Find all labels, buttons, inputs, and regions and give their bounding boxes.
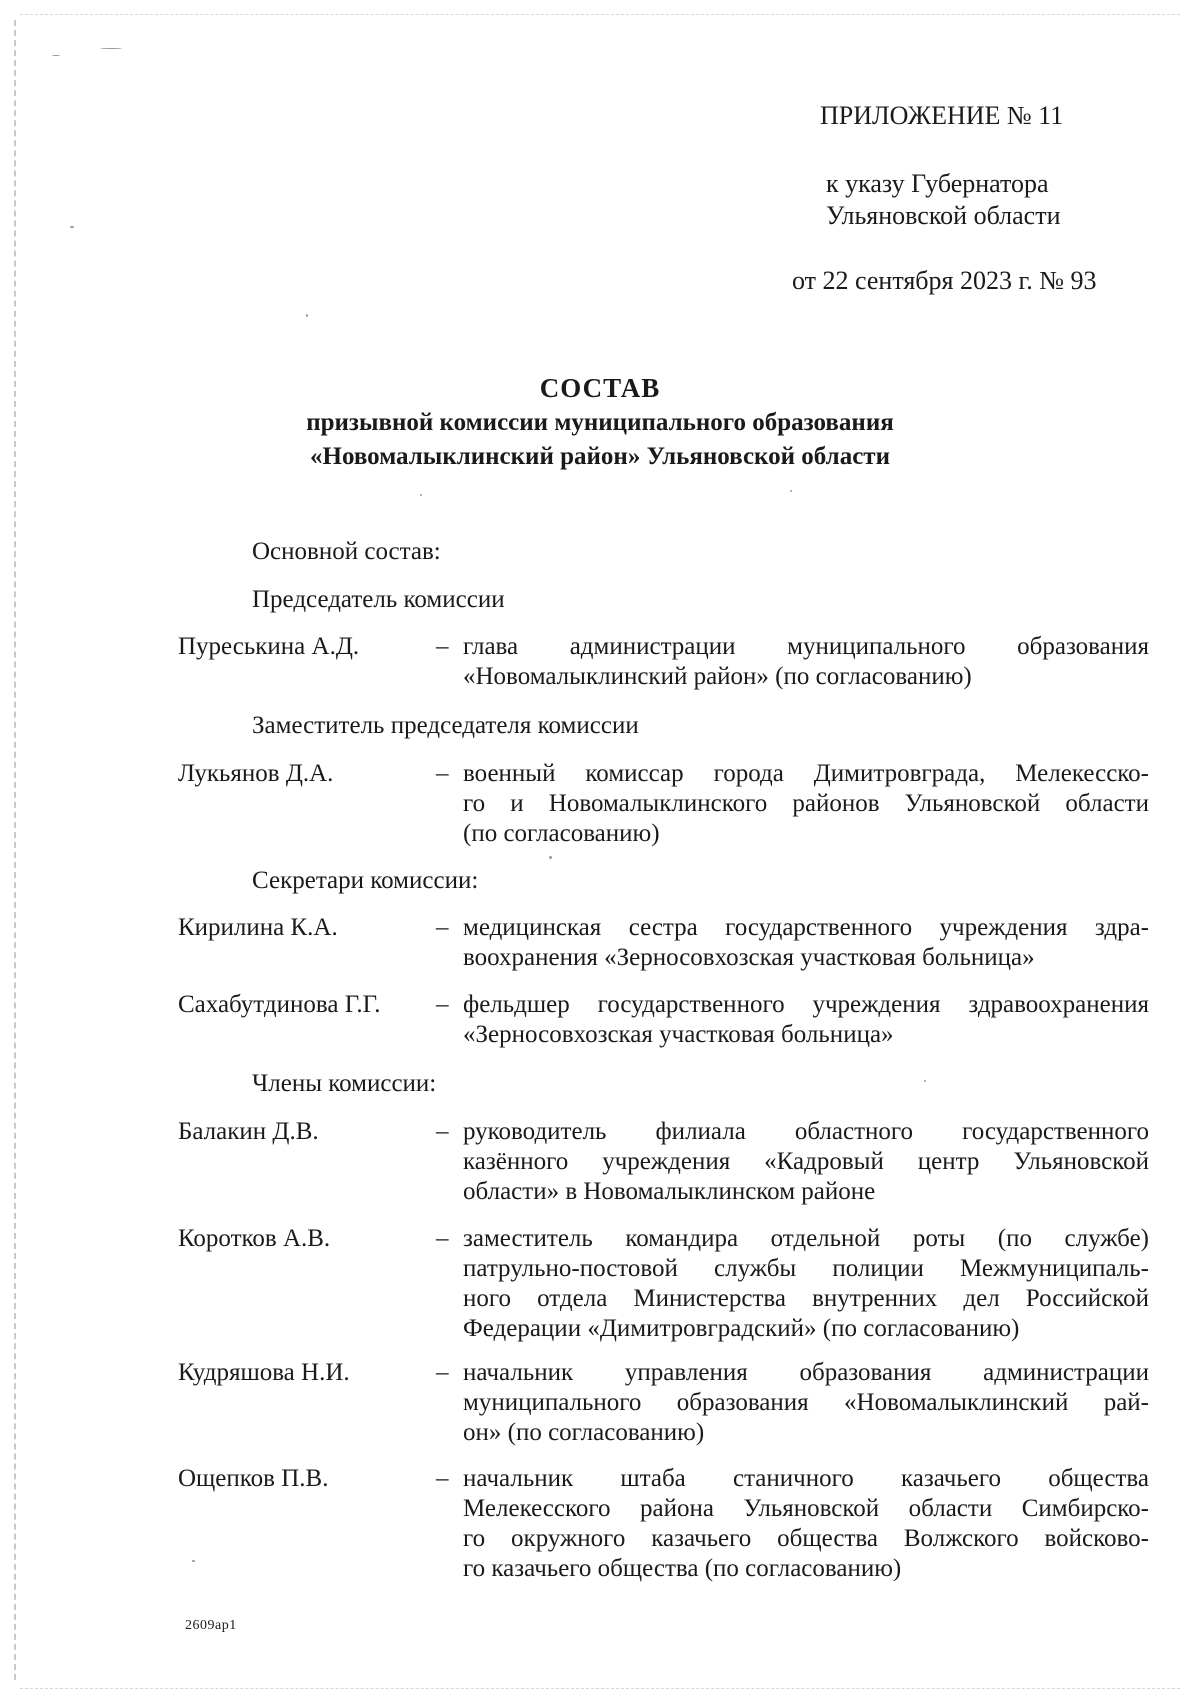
member-dash: – — [436, 1118, 449, 1145]
member-position — [463, 1224, 1149, 1344]
position-line: патрульно-постовой службы полиции Межмуниципаль- — [463, 1255, 1149, 1282]
member-dash: – — [436, 1359, 449, 1386]
position-line: фельдшер государственного учреждения здравоохранения — [463, 991, 1149, 1018]
position-line: ного отдела Министерства внутренних дел Российской — [463, 1285, 1149, 1312]
position-line: го окружного казачьего общества Волжского войсково- — [463, 1525, 1149, 1552]
scan-speck — [52, 55, 60, 56]
member-name: Кирилина К.А. — [178, 914, 338, 941]
member-position — [463, 1117, 1149, 1207]
position-line: «Зерносовхозская участковая больница» — [463, 1021, 894, 1048]
scan-speck — [549, 856, 552, 859]
position-line: го казачьего общества (по согласованию) — [463, 1555, 902, 1582]
member-position — [463, 759, 1149, 849]
member-name: Лукьянов Д.А. — [178, 760, 334, 787]
section-secretaries: Секретари комиссии: — [252, 867, 479, 894]
decree-region: Ульяновской области — [826, 201, 1061, 230]
position-line: медицинская сестра государственного учреждения здра- — [463, 914, 1149, 941]
scan-speck — [790, 490, 792, 492]
section-chairman: Председатель комиссии — [252, 586, 505, 613]
member-name: Коротков А.В. — [178, 1225, 331, 1252]
member-dash: – — [436, 760, 449, 787]
member-name: Пуреськина А.Д. — [178, 633, 360, 660]
member-position — [463, 1464, 1149, 1584]
decree-reference: к указу Губернатора — [826, 169, 1049, 198]
member-name: Ощепков П.В. — [178, 1465, 329, 1492]
title-line-1: призывной комиссии муниципального образования — [306, 409, 894, 436]
position-line: заместитель командира отдельной роты (по службе) — [463, 1225, 1149, 1252]
decree-date: от 22 сентября 2023 г. № 93 — [792, 266, 1097, 295]
member-name: Кудряшова Н.И. — [178, 1359, 350, 1386]
position-line: муниципального образования «Новомалыклинский рай- — [463, 1389, 1149, 1416]
member-position — [463, 1358, 1149, 1448]
scan-speck — [192, 1560, 195, 1562]
member-dash: – — [436, 1465, 449, 1492]
position-line: начальник управления образования администрации — [463, 1359, 1149, 1386]
member-position — [463, 632, 1149, 692]
member-dash: – — [436, 914, 449, 941]
position-line: го и Новомалыклинского районов Ульяновской области — [463, 790, 1149, 817]
position-line: Федерации «Димитровградский» (по согласованию) — [463, 1315, 1020, 1342]
section-members: Члены комиссии: — [252, 1070, 437, 1097]
member-dash: – — [436, 1225, 449, 1252]
position-line: он» (по согласованию) — [463, 1419, 705, 1446]
document-code: 2609ap1 — [185, 1618, 237, 1633]
position-line: военный комиссар города Димитровграда, Мелекесско- — [463, 760, 1149, 787]
section-main-composition: Основной состав: — [252, 538, 441, 565]
position-line: Мелекесского района Ульяновской области Симбирско- — [463, 1495, 1149, 1522]
position-line: области» в Новомалыклинском районе — [463, 1178, 876, 1205]
scan-edge-top — [20, 14, 1180, 15]
scan-speck — [70, 226, 74, 228]
position-line: начальник штаба станичного казачьего общества — [463, 1465, 1149, 1492]
position-line: (по согласованию) — [463, 820, 660, 847]
scan-speck — [306, 314, 308, 317]
title-main: СОСТАВ — [539, 373, 661, 403]
position-line: глава администрации муниципального образования — [463, 633, 1149, 660]
member-dash: – — [436, 633, 449, 660]
scan-speck — [924, 1080, 926, 1082]
member-position — [463, 990, 1149, 1050]
document-title — [0, 370, 1200, 474]
scan-edge-bottom — [20, 1688, 1180, 1689]
position-line: руководитель филиала областного государственного — [463, 1118, 1149, 1145]
position-line: казённого учреждения «Кадровый центр Ульяновской — [463, 1148, 1149, 1175]
member-dash: – — [436, 991, 449, 1018]
position-line: воохранения «Зерносовхозская участковая больница» — [463, 944, 1035, 971]
position-line: «Новомалыклинский район» (по согласованию) — [463, 663, 972, 690]
section-deputy: Заместитель председателя комиссии — [252, 712, 639, 739]
scan-edge-left — [14, 20, 16, 1680]
member-name: Сахабутдинова Г.Г. — [178, 991, 381, 1018]
appendix-number: ПРИЛОЖЕНИЕ № 11 — [820, 101, 1064, 130]
scan-speck — [100, 48, 122, 49]
member-name: Балакин Д.В. — [178, 1118, 319, 1145]
scan-speck — [420, 494, 422, 496]
member-position — [463, 913, 1149, 973]
title-line-2: «Новомалыклинский район» Ульяновской области — [310, 443, 890, 470]
